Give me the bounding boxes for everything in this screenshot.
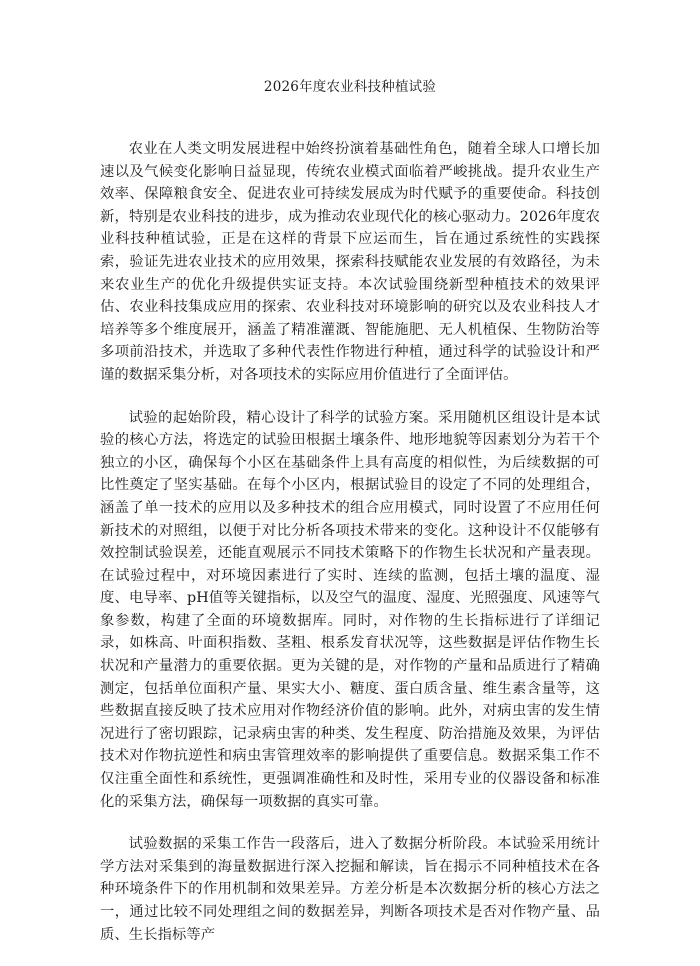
paragraph-intro: 农业在人类文明发展进程中始终扮演着基础性角色，随着全球人口增长加速以及气候变化影响日益显现，传统农业模式面临着严峻挑战。提升农业生产效率、保障粮食安全、促进农业可持续发展成为时代赋予的重要使命。科技创新，特别是农业科技的进步，成为推动农业现代化的核心驱动力。2026年度农业科技种植试验，正是在这样的背景下应运而生，旨在通过系统性的实践探索，验证先进农业技术的应用效果，探索科技赋能农业发展的有效路径，为未来农业生产的优化升级提供实证支持。本次试验围绕新型种植技术的效果评估、农业科技集成应用的探索、农业科技对环境影响的研究以及农业科技人才培养等多个维度展开，涵盖了精准灌溉、智能施肥、无人机植保、生物防治等多项前沿技术，并选取了多种代表性作物进行种植，通过科学的试验设计和严谨的数据采集分析，对各项技术的实际应用价值进行了全面评估。 <box>100 141 600 383</box>
paragraph-analysis: 试验数据的采集工作告一段落后，进入了数据分析阶段。本试验采用统计学方法对采集到的海量数据进行深入挖掘和解读，旨在揭示不同种植技术在各种环境条件下的作用机制和效果差异。方差分析是本次数据分析的核心方法之一，通过比较不同处理组之间的数据差异，判断各项技术是否对作物产量、品质、生长指标等产 <box>100 836 600 943</box>
document-title: 2026年度农业科技种植试验 <box>263 79 437 95</box>
document-body <box>100 138 600 966</box>
paragraph-design: 试验的起始阶段，精心设计了科学的试验方案。采用随机区组设计是本试验的核心方法，将选定的试验田根据土壤条件、地形地貌等因素划分为若干个独立的小区，确保每个小区在基础条件上具有高度的相似性，为后续数据的可比性奠定了坚实基础。在每个小区内，根据试验目的设定了不同的处理组合，涵盖了单一技术的应用以及多种技术的组合应用模式，同时设置了不应用任何新技术的对照组，以便于对比分析各项技术带来的变化。这种设计不仅能够有效控制试验误差，还能直观展示不同技术策略下的作物生长状况和产量表现。在试验过程中，对环境因素进行了实时、连续的监测，包括土壤的温度、湿度、电导率、pH值等关键指标，以及空气的温度、湿度、光照强度、风速等气象参数，构建了全面的环境数据库。同时，对作物的生长指标进行了详细记录，如株高、叶面积指数、茎粗、根系发育状况等，这些数据是评估作物生长状况和产量潜力的重要依据。更为关键的是，对作物的产量和品质进行了精确测定，包括单位面积产量、果实大小、糖度、蛋白质含量、维生素含量等，这些数据直接反映了技术应用对作物经济价值的影响。此外，对病虫害的发生情况进行了密切跟踪，记录病虫害的种类、发生程度、防治措施及效果，为评估技术对作物抗逆性和病虫害管理效率的影响提供了重要信息。数据采集工作不仅注重全面性和系统性，更强调准确性和及时性，采用专业的仪器设备和标准化的采集方法，确保每一项数据的真实可靠。 <box>100 409 600 810</box>
